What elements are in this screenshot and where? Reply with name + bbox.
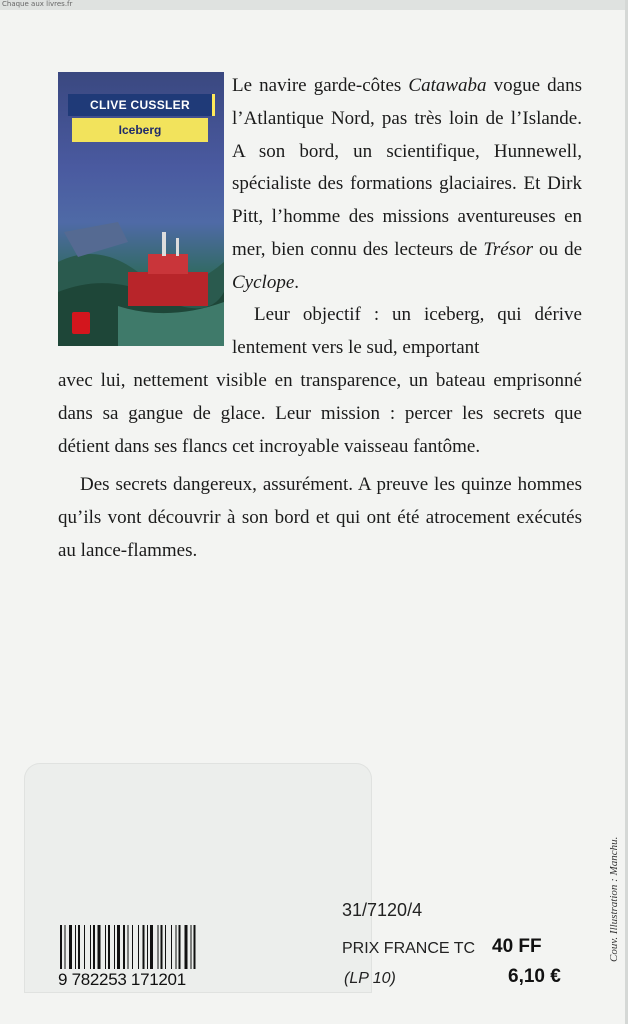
cover-thumbnail xyxy=(58,72,224,346)
barcode-bar xyxy=(191,925,192,969)
cover-author: CLIVE CUSSLER xyxy=(68,94,215,116)
barcode-bar xyxy=(150,925,153,969)
reference-number: 31/7120/4 xyxy=(342,900,423,920)
barcode-bar xyxy=(114,925,115,969)
barcode-bar xyxy=(185,925,188,969)
blurb-text: vogue dans l’Atlantique Nord, pas très loin de l’Islande. A son bord, un scientifique, Hunnewell, spécialiste des formations glaciaires. Et Dirk Pitt, l’homme des missions aventureuses en mer, bien connu des lecteurs de xyxy=(232,75,582,260)
barcode-bar xyxy=(179,925,181,969)
blurb-paragraph-3 xyxy=(58,469,582,567)
blurb-italic-ship: Catawaba xyxy=(408,75,487,96)
barcode-bar xyxy=(69,925,72,969)
series-code: (LP 10) xyxy=(344,970,396,987)
price-euro: 6,10 € xyxy=(508,966,561,987)
blurb-italic-cyclope: Cyclope xyxy=(232,271,295,293)
barcode-bar xyxy=(84,925,85,969)
barcode-bar xyxy=(108,925,110,969)
edge-mark: Chaque aux livres.fr xyxy=(2,0,73,8)
barcode-bar xyxy=(176,925,177,969)
barcode-bar xyxy=(138,925,139,969)
barcode-bar xyxy=(132,925,133,969)
blurb-paragraph-2-start xyxy=(232,299,582,365)
blurb-italic-tresor: Trésor xyxy=(483,238,533,260)
barcode-digits: 9 782253 171201 xyxy=(58,970,186,989)
blurb-paragraph-1 xyxy=(232,70,582,300)
barcode-bar xyxy=(128,925,129,969)
barcode-bar xyxy=(161,925,163,969)
price-label: PRIX FRANCE TC xyxy=(342,940,476,957)
publisher-logo-icon xyxy=(72,312,90,334)
barcode-bar xyxy=(143,925,145,969)
blurb-text: Des secrets dangereux, assurément. A preuve les quinze hommes qu’ils vont découvrir à son bord et qui ont été atrocement exécutés au lance-flammes. xyxy=(58,474,582,561)
blurb-paragraph-2-end xyxy=(58,365,582,463)
barcode-bar xyxy=(123,925,125,969)
blurb-text: ou de xyxy=(532,238,583,260)
scan-top-edge xyxy=(0,0,628,10)
barcode xyxy=(60,925,242,969)
price-francs: 40 FF xyxy=(492,936,542,957)
barcode-bar xyxy=(93,925,95,969)
barcode-bar xyxy=(78,925,80,969)
blurb-text: avec lui, nettement visible en transparence, un bateau emprisonné dans sa gangue de glace. Leur mission : percer les secrets que détient dans ses flancs cet incroyable vaisseau fantôme. xyxy=(58,370,582,457)
barcode-bar xyxy=(117,925,120,969)
cover-title: Iceberg xyxy=(72,118,208,142)
barcode-bar xyxy=(171,925,172,969)
barcode-bar xyxy=(194,925,196,969)
illustration-credit: Couv. Illustration : Manchu. xyxy=(608,836,620,962)
barcode-bar xyxy=(147,925,148,969)
barcode-bar xyxy=(98,925,101,969)
barcode-bar xyxy=(165,925,166,969)
barcode-bar xyxy=(60,925,62,969)
barcode-bar xyxy=(105,925,106,969)
blurb-text: Leur objectif : un iceberg, qui dérive lentement vers le sud, emportant xyxy=(232,304,582,358)
barcode-bar xyxy=(75,925,76,969)
barcode-bar xyxy=(158,925,159,969)
barcode-bar xyxy=(90,925,91,969)
blurb-text: . xyxy=(294,271,300,293)
blurb-text: Le navire garde-côtes xyxy=(232,75,409,96)
barcode-bar xyxy=(65,925,66,969)
